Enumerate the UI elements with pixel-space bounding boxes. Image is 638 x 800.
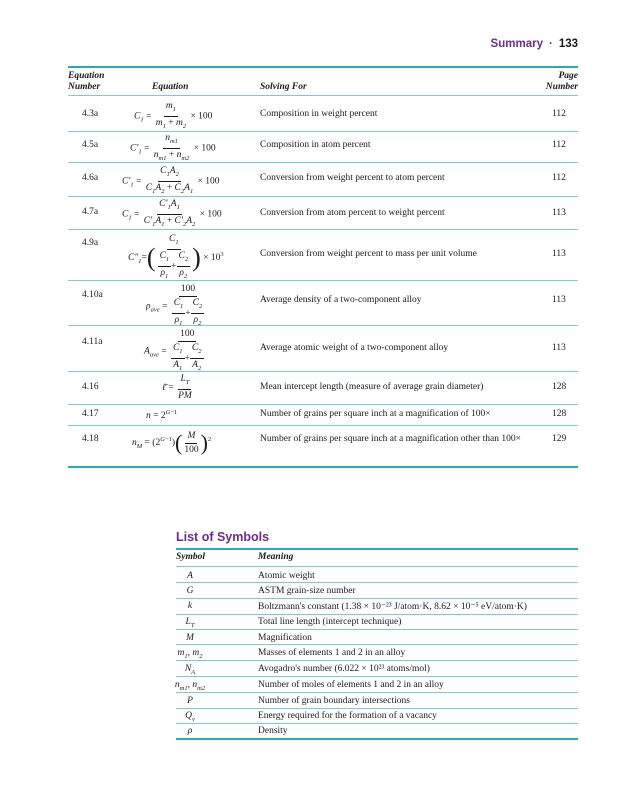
page-ref: 113 bbox=[552, 343, 566, 353]
row-rule bbox=[68, 325, 578, 326]
symbols-col-meaning: Meaning bbox=[258, 552, 294, 562]
solving-for: Composition in atom percent bbox=[260, 140, 371, 150]
symbol-meaning: Total line length (intercept technique) bbox=[258, 617, 402, 627]
row-rule bbox=[68, 425, 578, 426]
eq-num: 4.9a bbox=[82, 238, 99, 248]
equation-4-9a: $C''_1=$( $C_1$ $\frac{C_1}{\rho_1}$ + $\frac{C_2}{\rho_2}$ ) × $10^3$ bbox=[128, 234, 224, 280]
symbol-row-rule bbox=[176, 676, 578, 677]
symbol: $n_{m1}$, $n_{m2}$ bbox=[174, 680, 206, 692]
symbol: ρ bbox=[187, 726, 193, 736]
symbol-row-rule bbox=[176, 582, 578, 583]
col-eq-number: Equation Number bbox=[68, 71, 105, 92]
eq-num: 4.5a bbox=[82, 140, 99, 150]
equation-4-5a: $C'_1$ = $\frac{n_{m1}}{n_{m1} + n_{m2}}$ × 100 bbox=[130, 133, 216, 162]
symbol-meaning: ASTM grain-size number bbox=[258, 586, 356, 596]
page-ref: 128 bbox=[552, 409, 567, 419]
page-ref: 129 bbox=[552, 434, 567, 444]
table-bottom-rule bbox=[68, 466, 578, 468]
eq-num: 4.16 bbox=[82, 382, 99, 392]
eq-num: 4.3a bbox=[82, 109, 99, 119]
page-ref: 112 bbox=[552, 109, 566, 119]
symbols-col-symbol: Symbol bbox=[176, 552, 206, 562]
symbol: $L_T$ bbox=[185, 617, 195, 629]
solving-for: Average density of a two-component alloy bbox=[260, 295, 422, 305]
page-number: 133 bbox=[558, 38, 578, 50]
symbol-meaning: Energy required for the formation of a vacancy bbox=[258, 711, 437, 721]
symbol: $m_1$, $m_2$ bbox=[177, 648, 203, 660]
symbol-meaning: Number of moles of elements 1 and 2 in an alloy bbox=[258, 680, 444, 690]
symbol-row-rule bbox=[176, 692, 578, 693]
symbols-title: List of Symbols bbox=[176, 530, 270, 544]
symbol: G bbox=[186, 586, 194, 596]
solving-for: Number of grains per square inch at a magnification other than 100× bbox=[260, 434, 521, 444]
table-top-rule bbox=[68, 66, 578, 68]
equation-4-7a: $C_1$ = $\frac{C'_1A_1}{C'_1A_1 + C'_2A_2}$ × 100 bbox=[122, 199, 222, 228]
symbol-meaning: Magnification bbox=[258, 633, 312, 643]
page-ref: 113 bbox=[552, 208, 566, 218]
col-solving-for: Solving For bbox=[260, 82, 307, 92]
symbol-row-rule bbox=[176, 598, 578, 599]
equation-4-3a: $C_1$ = $\frac{m_1}{m_1 + m_2}$ × 100 bbox=[134, 101, 213, 130]
equation-4-11a: $A_{ave}$ = 100 $\frac{C_1}{A_1}$ + $\frac{C_2}{A_2}$ bbox=[144, 329, 202, 372]
eq-num: 4.18 bbox=[82, 434, 99, 444]
symbol-row-rule bbox=[176, 708, 578, 709]
symbol: $Q_v$ bbox=[185, 711, 195, 723]
symbol: k bbox=[187, 601, 193, 611]
page-ref: 113 bbox=[552, 295, 566, 305]
symbol: M bbox=[186, 633, 194, 643]
eq-num: 4.7a bbox=[82, 207, 99, 217]
eq-num: 4.10a bbox=[82, 290, 103, 300]
running-header bbox=[491, 38, 578, 50]
solving-for: Mean intercept length (measure of average grain diameter) bbox=[260, 382, 484, 392]
eq-num: 4.6a bbox=[82, 173, 99, 183]
eq-num: 4.11a bbox=[82, 337, 103, 347]
symbol-row-rule bbox=[176, 629, 578, 630]
symbol-meaning: Avogadro's number (6.022 × 10²³ atoms/mol) bbox=[258, 664, 430, 674]
symbols-bottom-rule bbox=[176, 738, 578, 740]
solving-for: Conversion from weight percent to mass per unit volume bbox=[260, 249, 477, 259]
solving-for: Conversion from atom percent to weight percent bbox=[260, 208, 445, 218]
solving-for: Composition in weight percent bbox=[260, 109, 378, 119]
row-rule bbox=[68, 404, 578, 405]
header-rule bbox=[68, 95, 578, 96]
col-equation: Equation bbox=[152, 82, 189, 92]
equation-4-10a: $\rho_{ave}$ = 100 $\frac{C_1}{\rho_1}$ + $\frac{C_2}{\rho_2}$ bbox=[146, 284, 203, 327]
equation-4-6a: $C'_1$ = $\frac{C_1A_2}{C_1A_2 + C_2A_1}$ × 100 bbox=[122, 166, 220, 195]
separator: · bbox=[548, 38, 553, 50]
page-ref: 112 bbox=[552, 173, 566, 183]
page-ref: 112 bbox=[552, 140, 566, 150]
symbol: A bbox=[187, 571, 193, 581]
symbol-row-rule bbox=[176, 660, 578, 661]
solving-for: Number of grains per square inch at a magnification of 100× bbox=[260, 409, 491, 419]
symbol-meaning: Masses of elements 1 and 2 in an alloy bbox=[258, 648, 406, 658]
col-page-number: Page Number bbox=[545, 71, 578, 92]
equation-4-17: $n = 2^{G-1}$ bbox=[146, 409, 178, 422]
symbols-top-rule bbox=[176, 548, 578, 550]
symbol-row-rule bbox=[176, 644, 578, 645]
symbol: $N_A$ bbox=[184, 664, 196, 676]
page-ref: 113 bbox=[552, 249, 566, 259]
eq-num: 4.17 bbox=[82, 409, 99, 419]
symbol-meaning: Number of grain boundary intersections bbox=[258, 696, 410, 706]
solving-for: Average atomic weight of a two-component alloy bbox=[260, 343, 449, 353]
symbols-header-rule bbox=[176, 566, 578, 567]
equation-4-18: $n_M = (2^{G-1})$( $\frac{M}{100}$ )$^2$ bbox=[132, 430, 212, 455]
symbol-meaning: Boltzmann's constant (1.38 × 10⁻²³ J/atom·K, 8.62 × 10⁻⁵ eV/atom·K) bbox=[258, 602, 527, 612]
equation-4-16: ℓ̄ = $\frac{L_T}{PM}$ bbox=[162, 374, 192, 401]
symbol-meaning: Atomic weight bbox=[258, 571, 315, 581]
solving-for: Conversion from weight percent to atom percent bbox=[260, 173, 445, 183]
symbol-row-rule bbox=[176, 614, 578, 615]
symbol-row-rule bbox=[176, 723, 578, 724]
section-name: Summary bbox=[490, 38, 543, 50]
page-ref: 128 bbox=[552, 382, 567, 392]
symbol-meaning: Density bbox=[258, 726, 288, 736]
symbol: P bbox=[187, 696, 193, 706]
